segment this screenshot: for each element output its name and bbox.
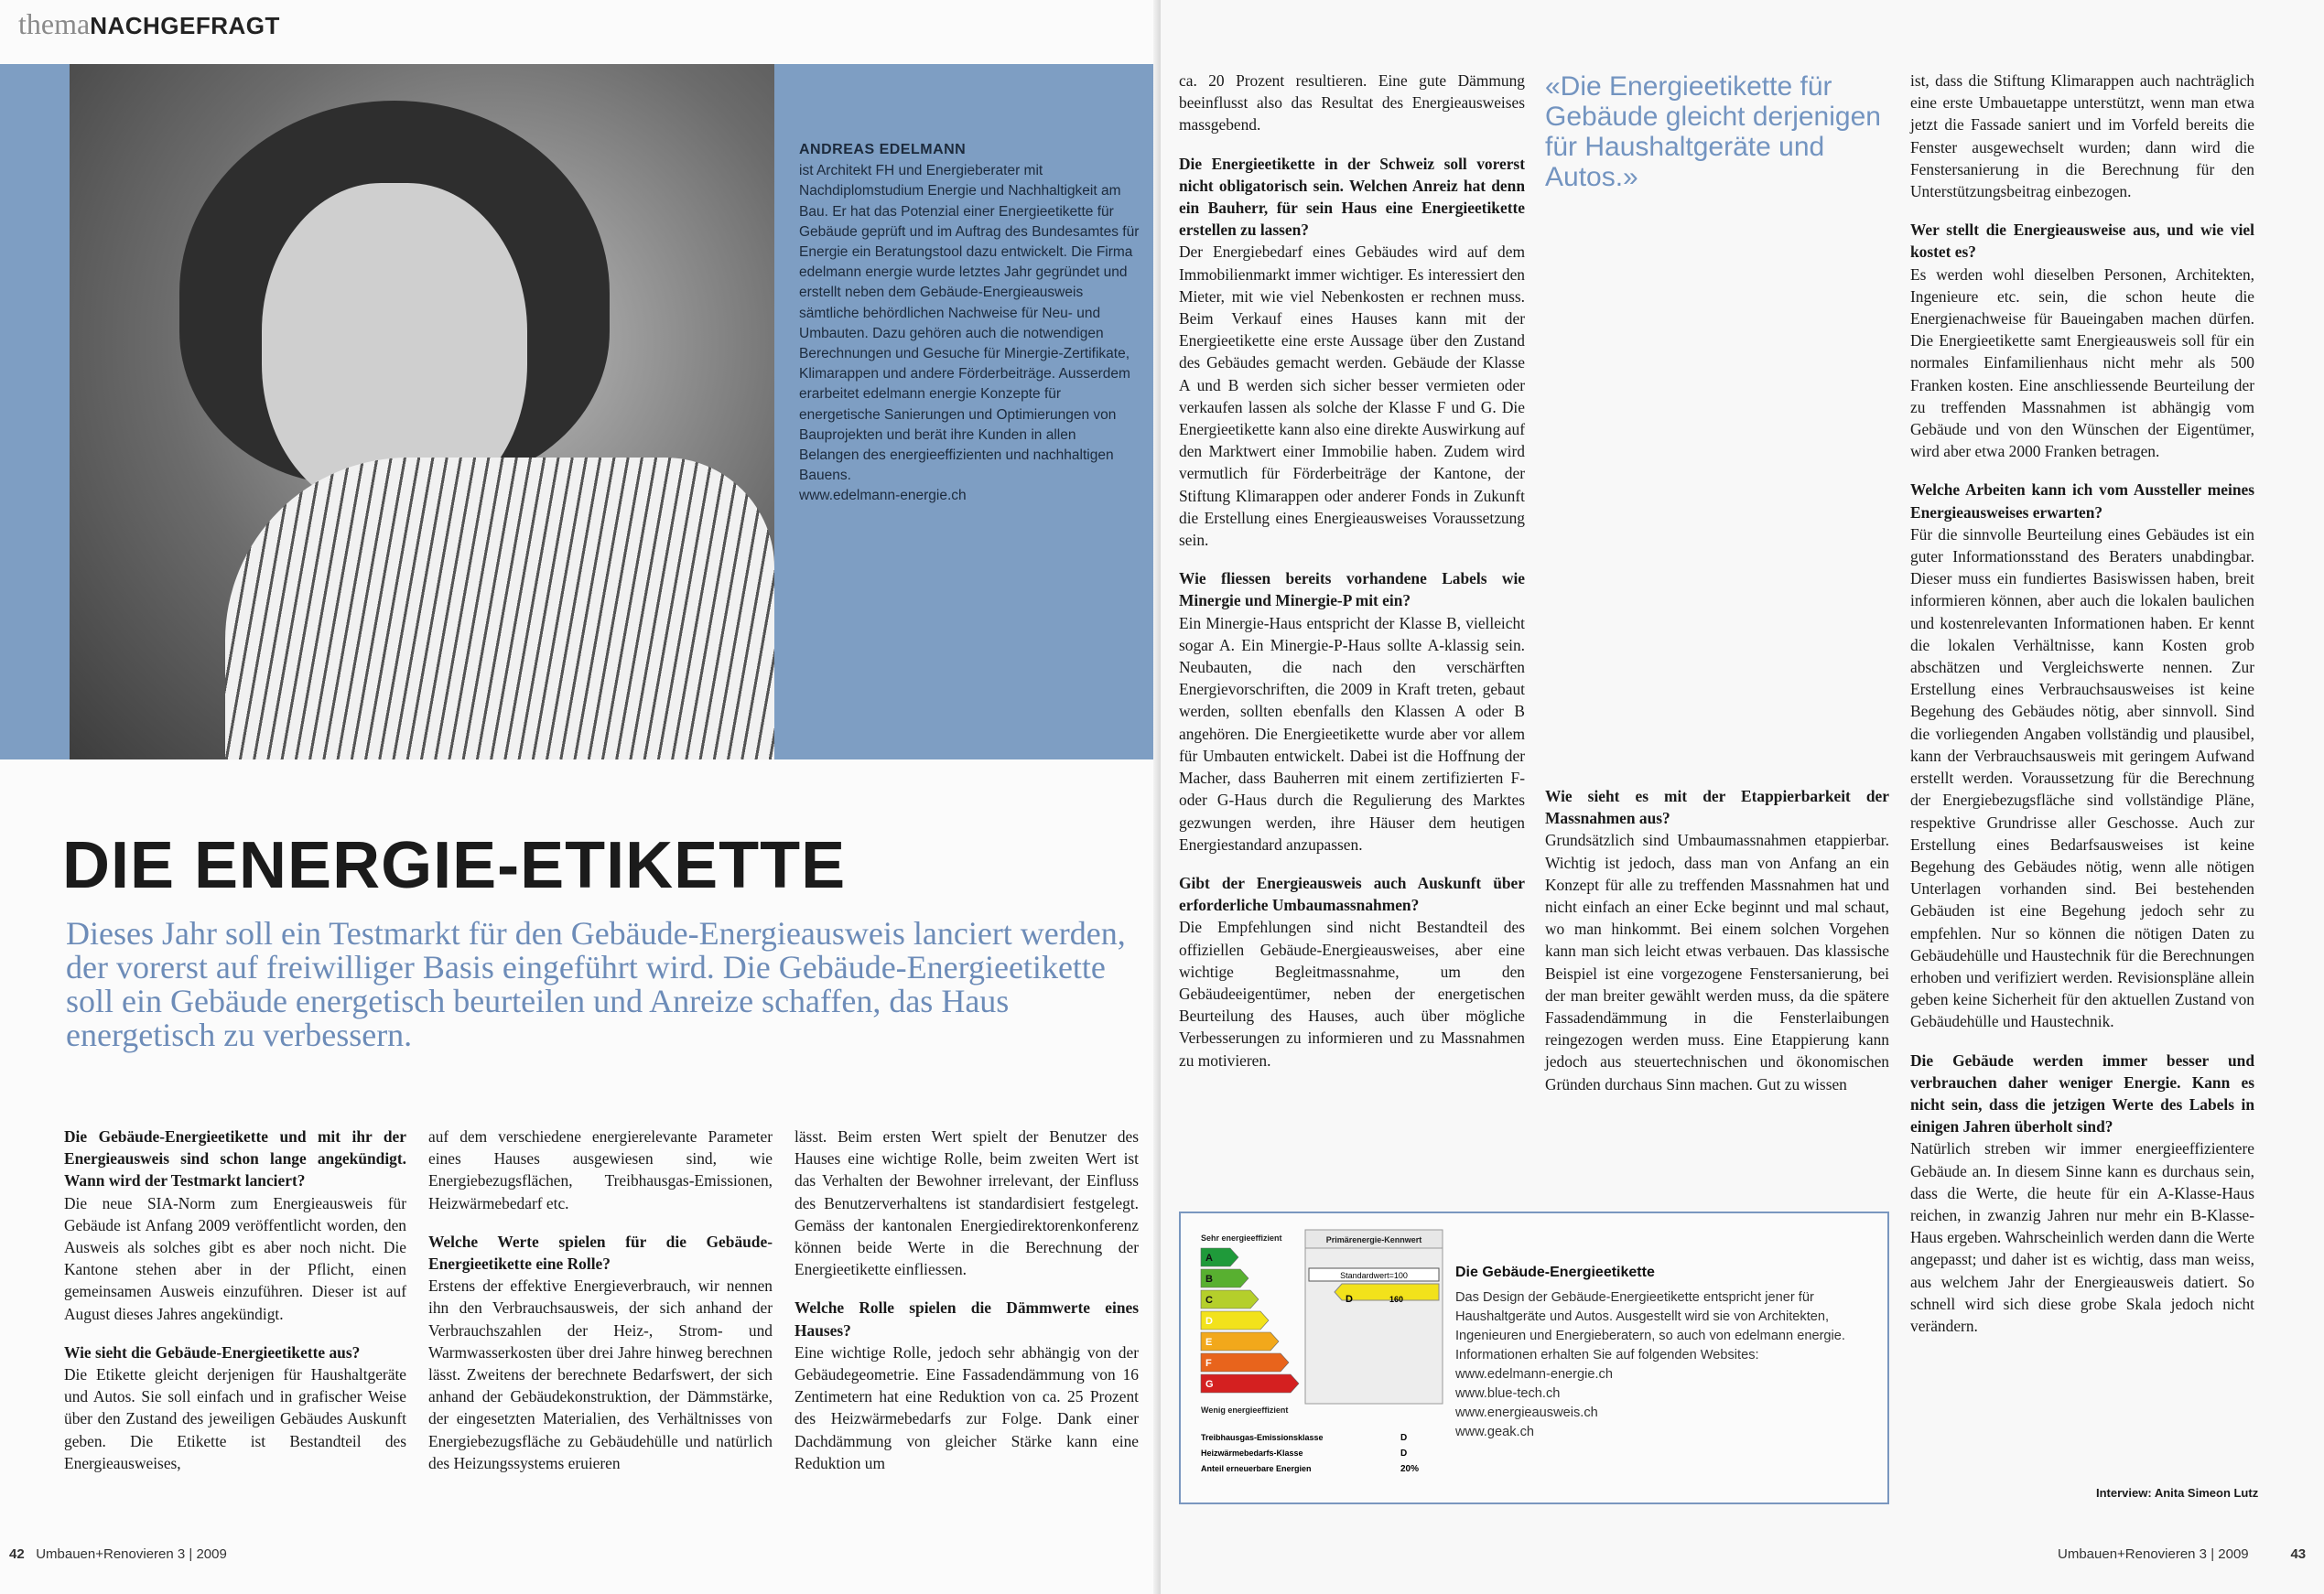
pull-quote: «Die Energieetikette für Gebäude gleicht derjenigen für Haushaltgeräte und Autos.» bbox=[1545, 71, 1881, 192]
answer: ist, dass die Stiftung Klimarappen auch nachträglich eine erste Umbauetappe unterstützt, wenn man etwa jetzt die Fassade saniert und im Vorfeld bereits die Fenster ausgewechselt wurden; dann wird die Fenstersanierung in die Berechnung für den Unterstützungsbeitrag einbezogen. bbox=[1910, 71, 2254, 201]
label-bottom-text: Wenig energieeffizient bbox=[1201, 1406, 1289, 1415]
current-class-value: 160 bbox=[1389, 1295, 1404, 1304]
bio-text: ist Architekt FH und Energieberater mit Nachdiplomstudium Energie und Nachhaltigkeit am Bau. Er hat das Potenzial einer Energieetikette für Gebäude geprüft und im Auftrag des Bundesamtes für Energie ein Beratungstool dazu entwickelt. Die Firma edelmann energie wurde letztes Jahr gegründet und erstellt neben dem Gebäude-Energieausweis sämtliche behördlichen Nachweise für Neu- und Umbauten. Dazu gehören auch die notwendigen Berechnungen und Gesuche für Minergie-Zertifikate, Klimarappen und andere Förderbeiträge. Ausserdem erarbeitet edelmann energie Konzepte für energetische Sanierungen und Optimierungen von Bauprojekten und berät ihre Kunden in allen Belangen des energieeffizienten und nachhaltigen Bauens. bbox=[799, 163, 1140, 484]
class-bar-e bbox=[1201, 1332, 1279, 1351]
info-link[interactable]: www.energieausweis.ch bbox=[1455, 1406, 1598, 1420]
info-link[interactable]: www.geak.ch bbox=[1455, 1425, 1534, 1439]
question: Wie sieht die Gebäude-Energieetikette aus? bbox=[64, 1342, 361, 1362]
answer: Der Energiebedarf eines Gebäudes wird auf dem Immobilienmarkt immer wichtiger. Es interessiert den Mieter, mit wie viel Nebenkosten er rechnen muss. Beim Verkauf eines Hauses kann mit der Energieetikette eine erste Aussage über den Zustand des Gebäudes gemacht werden. Gebäude der Klasse A und B werden sich sicher besser vermieten oder verkaufen lassen als solche der Klasse F und G. Die Energieetikette kann also eine direkte Auswirkung auf den Marktwert einer Immobilie haben. Zudem wird vermutlich für Förderbeiträge der Kantone, der Stiftung Klimarappen oder anderer Fonds in Zukunft die Erstellung eines Energieausweises Voraussetzung sein. bbox=[1179, 242, 1525, 550]
info-box-desc: Das Design der Gebäude-Energieetikette entspricht jener für Haushaltgeräte und Autos. Ausgestellt wird sie von Architekten, Ingenieuren und Energieberatern, so auch von edelmann energie. bbox=[1455, 1290, 1845, 1343]
article-title: DIE ENERGIE-ETIKETTE bbox=[62, 829, 847, 902]
class-letter-f: F bbox=[1205, 1358, 1212, 1369]
left-page bbox=[0, 0, 1161, 1594]
magazine-name: Umbauen+Renovieren 3 | 2009 bbox=[2058, 1546, 2249, 1562]
footer-right bbox=[2058, 1546, 2306, 1562]
label-row-value: D bbox=[1400, 1449, 1408, 1459]
question: Die Gebäude werden immer besser und verbrauchen daher weniger Energie. Kann es nicht sein, dass die jetzigen Werte des Labels in einigen Jahren überholt sind? bbox=[1910, 1050, 2254, 1136]
standard-text: Standardwert=100 bbox=[1340, 1271, 1408, 1280]
class-bar-f bbox=[1201, 1353, 1289, 1372]
label-row-value: D bbox=[1400, 1433, 1408, 1443]
column-3 bbox=[794, 1125, 1139, 1491]
class-letter-a: A bbox=[1205, 1253, 1213, 1264]
class-letter-g: G bbox=[1205, 1379, 1214, 1390]
question: Die Gebäude-Energieetikette und mit ihr der Energieausweis sind schon lange angekündigt. Wann wird der Testmarkt lanciert? bbox=[64, 1127, 406, 1190]
label-top-text: Sehr energieeffizient bbox=[1201, 1233, 1282, 1243]
answer: auf dem verschiedene energierelevante Parameter eines Hauses ausgewiesen sind, wie Energiebezugsflächen, Treibhausgas-Emissionen, Heizwärmebedarf etc. bbox=[428, 1127, 773, 1212]
label-col-header: Primärenergie-Kennwert bbox=[1325, 1235, 1422, 1244]
answer: Eine wichtige Rolle, jedoch sehr abhängig von der Gebäudegeometrie. Eine Fassadendämmung von 16 Zentimetern hat eine Reduktion von ca. 25 Prozent des Heizwärmebedarfs zur Folge. Dank einer Dachdämmung von gleicher Stärke kann eine Reduktion um bbox=[794, 1342, 1139, 1472]
label-row-name: Anteil erneuerbare Energien bbox=[1201, 1464, 1312, 1473]
current-class-letter: D bbox=[1346, 1294, 1353, 1305]
bio-box bbox=[799, 140, 1140, 507]
column-5 bbox=[1545, 785, 1889, 1112]
page-number: 43 bbox=[2290, 1546, 2307, 1562]
info-box bbox=[1179, 1212, 1889, 1504]
answer: Für die sinnvolle Beurteilung eines Gebäudes ist ein guter Informationsstand des Beraters unabdingbar. Dieser muss ein fundiertes Basiswissen haben, breit informieren können, aber auch die lokalen baulichen und kostenrelevanten Informationen haben. Er kennt die lokalen Verhältnisse, kann Kosten grob abschätzen und Vergleichswerte nennen. Zur Erstellung eines Verbrauchsausweises ist keine Begehung des Gebäudes nötig, aber sinnvoll. Sind die vorliegenden Angaben vollständig und plausibel, kann der Verbrauchsausweis mit geringem Aufwand erstellt werden. Voraussetzung für die Berechnung der Energiebezugsfläche sind vollständige Pläne, respektive Grundrisse aller Geschosse. Auch zur Erstellung eines Bedarfsausweises ist keine Begehung des Gebäudes nötig, wenn alle nötigen Unterlagen vorhanden sind. Bei bestehenden Gebäuden ist eine Begehung jedoch sehr zu empfehlen. Nur so können die nötigen Daten zu Gebäudehülle und Haustechnik für die Berechnungen erhoben und verifiziert werden. Revisionspläne allein geben keine Sicherheit für den aktuellen Zustand von Gebäudehülle und Haustechnik. bbox=[1910, 524, 2254, 1031]
magazine-name: Umbauen+Renovieren 3 | 2009 bbox=[36, 1546, 227, 1562]
question: Welche Arbeiten kann ich vom Aussteller meines Energieausweises erwarten? bbox=[1910, 480, 2254, 522]
answer: ca. 20 Prozent resultieren. Eine gute Dämmung beeinflusst also das Resultat des Energieausweises massgebend. bbox=[1179, 71, 1525, 135]
label-row-value: 20% bbox=[1400, 1464, 1420, 1474]
question: Wer stellt die Energieausweise aus, und wie viel kostet es? bbox=[1910, 221, 2254, 262]
answer: Ein Minergie-Haus entspricht der Klasse B, vielleicht sogar A. Ein Minergie-P-Haus sollte A-klassig sein. Neubauten, die nach den verschärften Energievorschriften, die 2009 in Kraft treten, gebaut werden, sollten ebenfalls den Klassen A oder B angehören. Die Energieetikette wurde aber vor allem für Umbauten entwickelt. Dabei ist die Hoffnung der Macher, dass Bauherren mit einem zertifizierten F- oder G-Haus durch die Regulierung des Marktes gezwungen werden, ihre Häuser dem heutigen Energiestandard anzupassen. bbox=[1179, 613, 1525, 854]
question: Die Energieetikette in der Schweiz soll vorerst nicht obligatorisch sein. Welchen Anreiz hat denn ein Bauherr, für sein Haus eine Energieetikette erstellen zu lassen? bbox=[1179, 154, 1525, 240]
question: Gibt der Energieausweis auch Auskunft über erforderliche Umbaumassnahmen? bbox=[1179, 873, 1525, 915]
question: Wie sieht es mit der Etappierbarkeit der Massnahmen aus? bbox=[1545, 787, 1889, 828]
column-1 bbox=[64, 1125, 406, 1491]
question: Welche Werte spielen für die Gebäude-Energieetikette eine Rolle? bbox=[428, 1232, 773, 1274]
footer-left bbox=[9, 1546, 227, 1562]
answer: Die Empfehlungen sind nicht Bestandteil des offiziellen Gebäude-Energieausweises, aber eine wichtige Begleitmassnahme, um den Gebäudeeigentümer, neben der energetischen Beurteilung des Hauses, auch über mögliche Verbesserungen zu informieren und zu Massnahmen zu motivieren. bbox=[1179, 918, 1525, 1070]
answer: Es werden wohl dieselben Personen, Architekten, Ingenieure etc. sein, die schon heute die Energienachweise für Baueingaben machen dürfen. Die Energieetikette samt Energieausweis soll für ein normales Einfamilienhaus nicht mehr als 500 Franken kosten. Eine anschliessende Beurteilung der zu treffenden Massnahmen ist abhängig vom Gebäude und von den Wünschen der Eigentümer, wird aber etwa 2000 Franken betragen. bbox=[1910, 264, 2254, 461]
column-6 bbox=[1910, 70, 2254, 1353]
info-box-text bbox=[1455, 1288, 1858, 1442]
class-letter-b: B bbox=[1205, 1274, 1213, 1285]
info-box-info: Informationen erhalten Sie auf folgenden Websites: bbox=[1455, 1348, 1759, 1362]
bio-url: www.edelmann-energie.ch bbox=[799, 488, 967, 504]
header-section: NACHGEFRAGT bbox=[90, 12, 280, 39]
energy-label-graphic bbox=[1197, 1228, 1444, 1493]
answer: Die neue SIA-Norm zum Energieausweis für Gebäude ist Anfang 2009 veröffentlicht worden, den Ausweis als solches gibt es aber noch nicht. Die Kantone stehen aber in der Pflicht, einen gemeinsamen Ausweis einzuführen. Dieser ist auf August dieses Jahres angekündigt. bbox=[64, 1193, 406, 1323]
header-thema: thema bbox=[18, 7, 91, 40]
bio-name: ANDREAS EDELMANN bbox=[799, 142, 967, 157]
info-link[interactable]: www.edelmann-energie.ch bbox=[1455, 1367, 1613, 1382]
class-bar-g bbox=[1201, 1374, 1299, 1393]
answer: Die Etikette gleicht derjenigen für Haushaltgeräte und Autos. Sie soll einfach und in grafischer Weise über den Zustand des jeweiligen Gebäudes Auskunft geben. Die Etikette ist Bestandteil des Energieausweises, bbox=[64, 1365, 406, 1472]
column-2 bbox=[428, 1125, 773, 1491]
label-row-name: Treibhausgas-Emissionsklasse bbox=[1201, 1433, 1324, 1442]
answer: lässt. Beim ersten Wert spielt der Benutzer des Hauses eine wichtige Rolle, beim zweiten Wert ist das Verhalten der Bewohner irrelevant, der Einfluss des Benutzerverhaltens ist standardisiert festgelegt. Gemäss der kantonalen Energiedirektorenkonferenz können beide Werte in die Berechnung der Energieetikette einfliessen. bbox=[794, 1127, 1139, 1279]
interview-credit: Interview: Anita Simeon Lutz bbox=[2096, 1486, 2259, 1500]
answer: Natürlich streben wir immer energieeffizientere Gebäude an. In diesem Sinne kann es durchaus sein, dass die Werte, die heute für ein A-Klasse-Haus reichen, in zwanzig Jahren nur mehr ein B-Klasse-Haus ergeben. Wahrscheinlich werden dann die Werte angepasst; und daher ist es wichtig, dass man weiss, aus welchem Jahr der Energieausweis datiert. So schnell wird sich diese grobe Skala jedoch nicht verändern. bbox=[1910, 1139, 2254, 1335]
answer: Grundsätzlich sind Umbaumassnahmen etappierbar. Wichtig ist jedoch, dass man von Anfang an ein Konzept für alle zu treffenden Massnahmen hat und nicht einfach an einer Ecke beginnt und mal schaut, wo man hinkommt. Bei einem solchen Vorgehen kann man sich leicht etwas verbauen. Das klassische Beispiel ist eine vorgezogene Fenstersanierung, bei der man breiter gewählt werden muss, da die spätere Fassadendämmung in die Fensterlaibungen reingezogen werden muss. Eine Etappierung kann jedoch aus steuertechnischen und ökonomischen Gründen durchaus Sinn machen. Gut zu wissen bbox=[1545, 831, 1889, 1093]
portrait-photo bbox=[70, 64, 774, 759]
class-letter-e: E bbox=[1205, 1337, 1213, 1348]
section-header bbox=[18, 7, 280, 41]
info-link[interactable]: www.blue-tech.ch bbox=[1455, 1386, 1561, 1401]
info-box-title: Die Gebäude-Energieetikette bbox=[1455, 1265, 1655, 1280]
question: Wie fliessen bereits vorhandene Labels wie Minergie und Minergie-P mit ein? bbox=[1179, 569, 1525, 610]
answer: Erstens der effektive Energieverbrauch, wir nennen ihn den Verbrauchsausweis, der sich anhand der Verbrauchszahlen der Heiz-, Strom- und Warmwasserkosten über drei Jahre hinweg berechnen lässt. Zweitens der berechnete Bedarfswert, der sich anhand der Gebäudekonstruktion, der Dämmstärke, der eingesetzten Materialien, des Verhältnisses von Energiebezugsfläche zu Gebäudehülle und natürlich des Heizungssystems eruieren bbox=[428, 1276, 773, 1472]
class-letter-c: C bbox=[1205, 1295, 1213, 1306]
column-4 bbox=[1179, 70, 1525, 1088]
question: Welche Rolle spielen die Dämmwerte eines Hauses? bbox=[794, 1298, 1139, 1340]
page-number: 42 bbox=[9, 1546, 25, 1562]
class-letter-d: D bbox=[1205, 1316, 1213, 1327]
article-lead: Dieses Jahr soll ein Testmarkt für den Gebäude-Energieausweis lanciert werden, der vorerst auf freiwilliger Basis eingeführt wird. Die Gebäude-Energieetikette soll ein Gebäude energetisch beurteilen und Anreize schaffen, das Haus energetisch zu verbessern. bbox=[66, 915, 1126, 1053]
label-row-name: Heizwärmebedarfs-Klasse bbox=[1201, 1449, 1303, 1458]
